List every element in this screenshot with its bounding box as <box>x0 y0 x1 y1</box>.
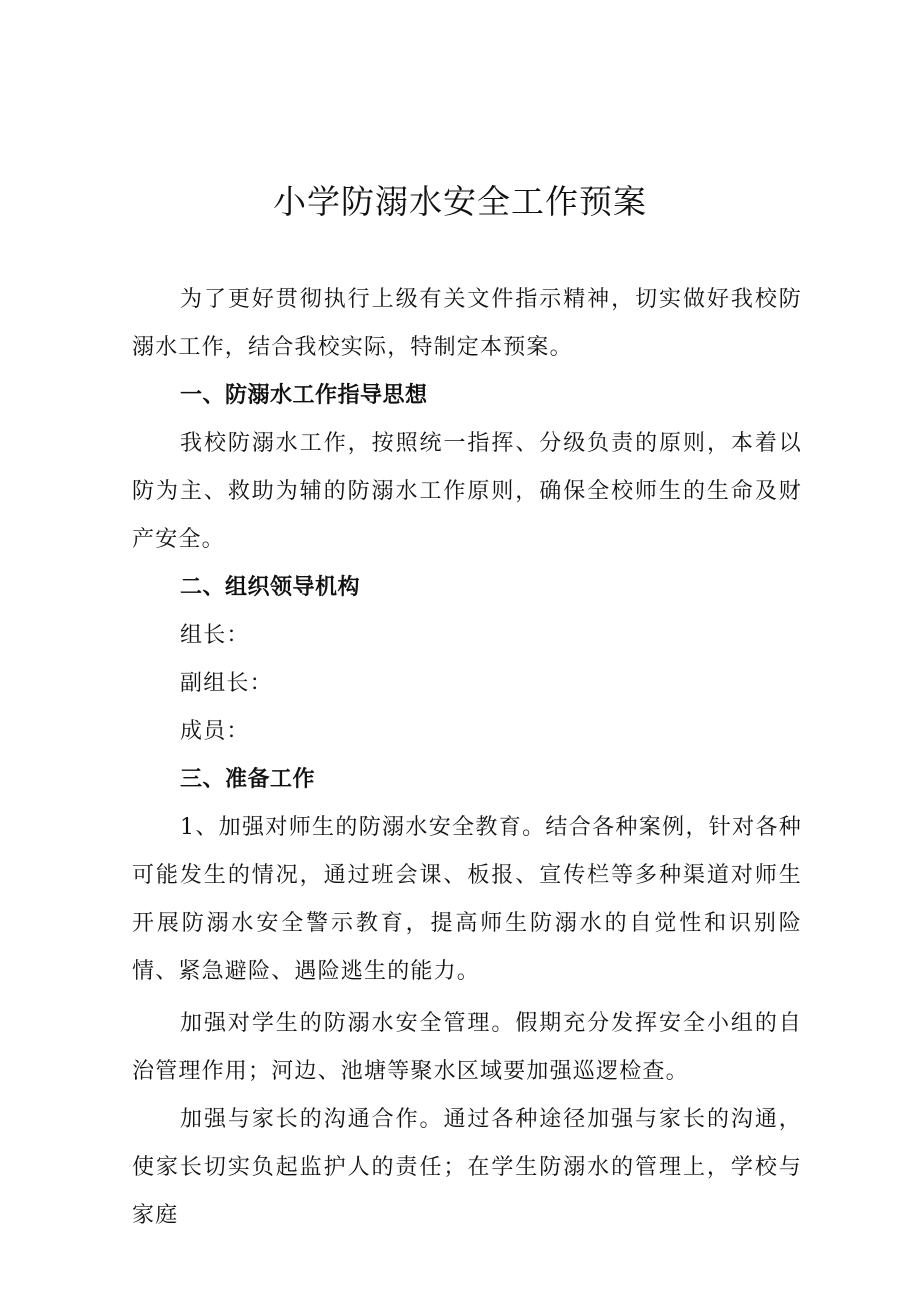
section-3-heading: 三、准备工作 <box>180 767 316 792</box>
intro-paragraph: 为了更好贯彻执行上级有关文件指示精神，切实做好我校防溺水工作，结合我校实际，特制定本预案。 <box>132 287 802 360</box>
section-1-heading: 一、防溺水工作指导思想 <box>180 383 428 408</box>
section-1-paragraph: 我校防溺水工作，按照统一指挥、分级负责的原则，本着以防为主、救助为辅的防溺水工作原则，确保全校师生的生命及财产安全。 <box>132 431 802 552</box>
leader-label: 组长： <box>180 623 250 648</box>
section-2-heading: 二、组织领导机构 <box>180 575 361 600</box>
section-3-item-1: 1、加强对师生的防溺水安全教育。结合各种案例，针对各种可能发生的情况，通过班会课、板报、宣传栏等多种渠道对师生开展防溺水安全警示教育，提高师生防溺水的自觉性和识别险情、紧急避险、遇险逃生的能力。 <box>132 815 802 984</box>
members-label: 成员： <box>180 719 250 744</box>
document-title: 小学防溺水安全工作预案 <box>273 182 647 221</box>
deputy-leader-label: 副组长： <box>180 671 273 696</box>
section-3-paragraph-3: 加强与家长的沟通合作。通过各种途径加强与家长的沟通，使家长切实负起监护人的责任；在学生防溺水的管理上，学校与家庭 <box>132 1107 802 1228</box>
section-3-paragraph-2: 加强对学生的防溺水安全管理。假期充分发挥安全小组的自治管理作用；河边、池塘等聚水区域要加强巡逻检查。 <box>132 1011 802 1084</box>
